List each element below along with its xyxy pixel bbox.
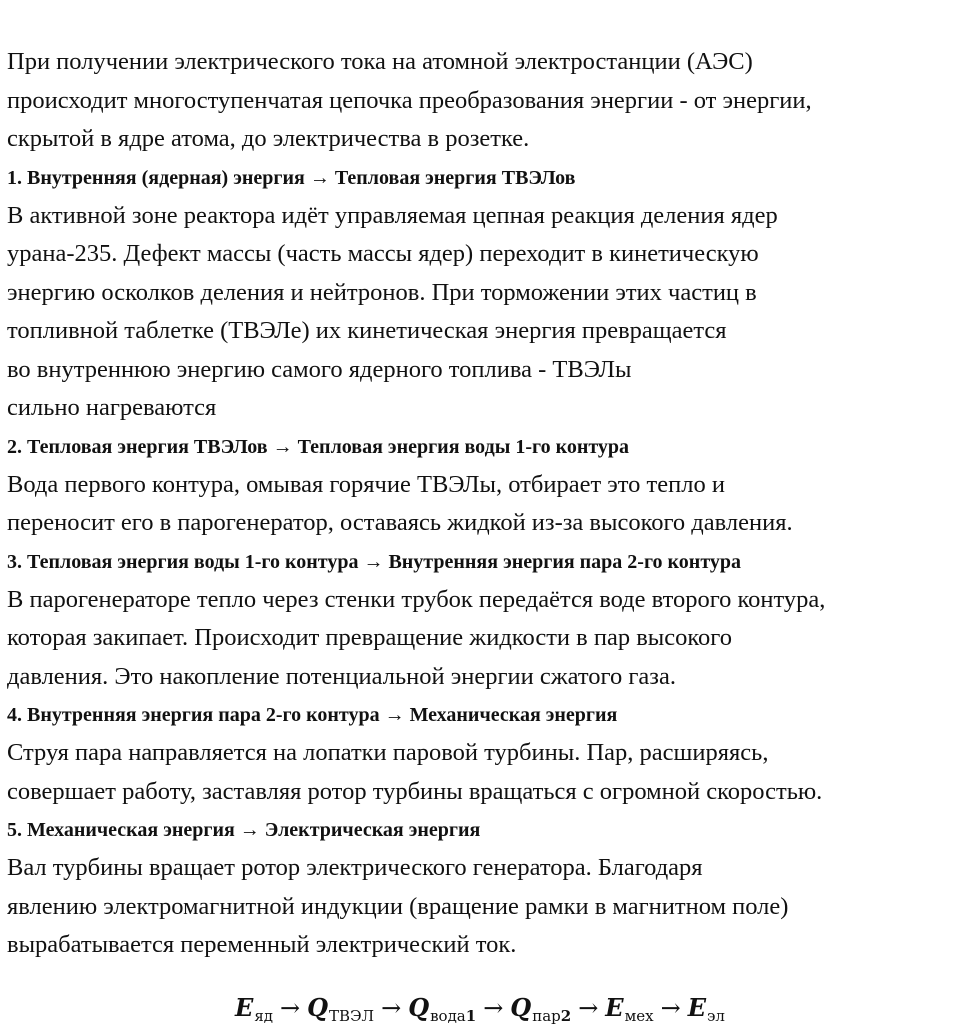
formula-term-q-fuel: $Q_{ТВЭЛ}$ bbox=[307, 993, 375, 1025]
paragraph-line: Струя пара направляется на лопатки паровой турбины. Пар, расширяясь, bbox=[7, 739, 769, 766]
arrow-icon: → bbox=[381, 994, 402, 1022]
formula-term-q-steam: $Q_{пар2}$ bbox=[510, 993, 572, 1025]
intro-line: скрытой в ядре атома, до электричества в розетке. bbox=[7, 125, 530, 152]
section-heading: 2. Тепловая энергия ТВЭЛов → Тепловая энергия воды 1-го контура bbox=[7, 435, 630, 458]
section-paragraph bbox=[7, 197, 957, 428]
document-body bbox=[7, 43, 957, 965]
arrow-icon: → bbox=[578, 994, 599, 1022]
section-paragraph bbox=[7, 734, 957, 811]
intro-line: При получении электрического тока на атомной электростанции (АЭС) bbox=[7, 48, 753, 75]
paragraph-line: В активной зоне реактора идёт управляемая цепная реакция деления ядер bbox=[7, 201, 778, 229]
section-paragraph bbox=[7, 466, 957, 543]
paragraph-line: энергию осколков деления и нейтронов. При торможении этих частиц в bbox=[7, 278, 757, 306]
paragraph-line: которая закипает. Происходит превращение жидкости в пар высокого bbox=[7, 624, 732, 651]
paragraph-line: урана-235. Дефект массы (часть массы ядер) переходит в кинетическую bbox=[7, 240, 759, 267]
arrow-icon: → bbox=[280, 994, 301, 1022]
paragraph-line: совершает работу, заставляя ротор турбины вращаться с огромной скоростью. bbox=[7, 777, 823, 805]
paragraph-line: В парогенераторе тепло через стенки трубок передаётся воде второго контура, bbox=[7, 585, 826, 613]
energy-chain-formula bbox=[0, 988, 960, 1036]
formula-term-q-water: $Q_{вода1}$ bbox=[408, 993, 477, 1025]
paragraph-line: сильно нагреваются bbox=[7, 394, 217, 421]
formula-term-e-mechanical: $E_{мех}$ bbox=[605, 993, 654, 1025]
section-5 bbox=[7, 811, 957, 965]
paragraph-line: топливной таблетке (ТВЭЛе) их кинетическая энергия превращается bbox=[7, 317, 727, 344]
paragraph-line: Вода первого контура, омывая горячие ТВЭЛы, отбирает это тепло и bbox=[7, 470, 725, 498]
paragraph-line: во внутреннюю энергию самого ядерного топлива - ТВЭЛы bbox=[7, 355, 632, 383]
formula-term-e-nuclear: $E_{яд}$ bbox=[235, 993, 274, 1025]
section-3 bbox=[7, 543, 957, 697]
section-heading: 5. Механическая энергия → Электрическая энергия bbox=[7, 819, 481, 841]
section-heading: 1. Внутренняя (ядерная) энергия → Тепловая энергия ТВЭЛов bbox=[7, 166, 576, 189]
paragraph-line: давления. Это накопление потенциальной энергии сжатого газа. bbox=[7, 662, 676, 690]
intro-paragraph bbox=[7, 43, 957, 159]
section-paragraph bbox=[7, 849, 957, 965]
section-1 bbox=[7, 159, 957, 428]
intro-line: происходит многоступенчатая цепочка преобразования энергии - от энергии, bbox=[7, 86, 812, 114]
section-heading: 4. Внутренняя энергия пара 2-го контура → Механическая энергия bbox=[7, 704, 618, 726]
arrow-icon: → bbox=[483, 994, 504, 1022]
paragraph-line: явлению электромагнитной индукции (вращение рамки в магнитном поле) bbox=[7, 892, 789, 920]
section-2 bbox=[7, 428, 957, 543]
section-4 bbox=[7, 696, 957, 811]
section-heading: 3. Тепловая энергия воды 1-го контура → Внутренняя энергия пара 2-го контура bbox=[7, 550, 742, 573]
arrow-icon: → bbox=[660, 994, 681, 1022]
paragraph-line: вырабатывается переменный электрический ток. bbox=[7, 931, 517, 958]
paragraph-line: переносит его в парогенератор, оставаясь жидкой из-за высокого давления. bbox=[7, 509, 793, 536]
formula-term-e-electric: $E_{эл}$ bbox=[687, 993, 725, 1025]
section-paragraph bbox=[7, 581, 957, 697]
paragraph-line: Вал турбины вращает ротор электрического генератора. Благодаря bbox=[7, 854, 703, 881]
